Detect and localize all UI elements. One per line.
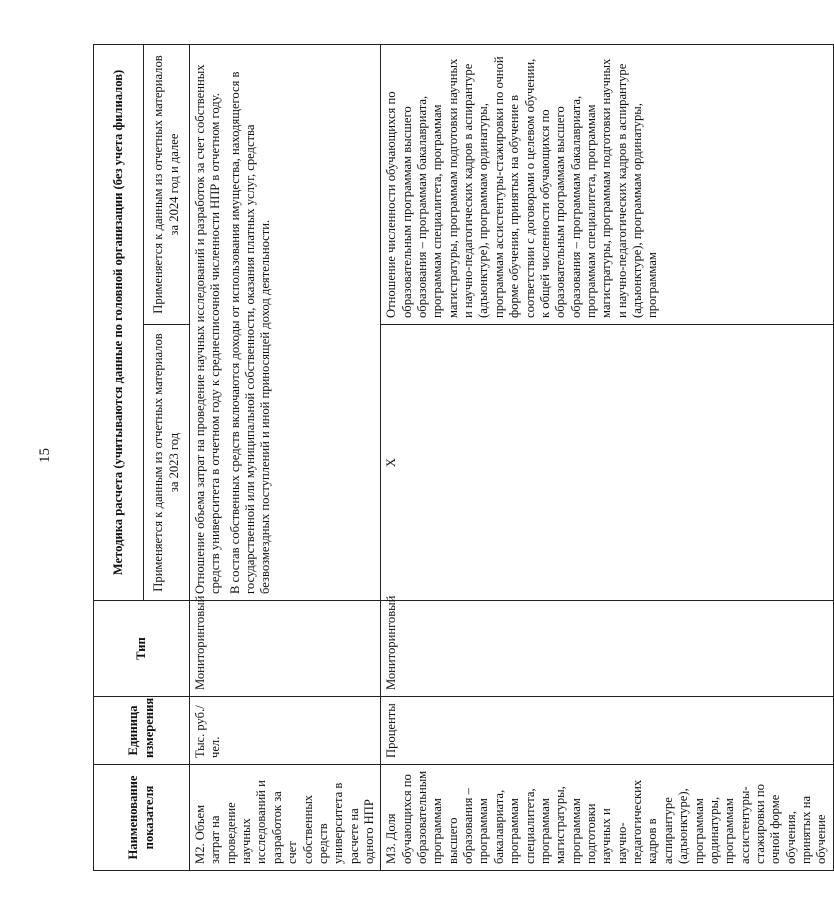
header-name: Наименование показателя <box>94 765 190 871</box>
header-2023: Применяется к данным из отчетных материалов за 2023 год <box>144 325 190 601</box>
header-2024: Применяется к данным из отчетных материалов за 2024 год и далее <box>144 45 190 325</box>
row-m2-unit: Тыс. руб./ чел. <box>190 697 381 765</box>
row-m2-type: Мониторинговый <box>190 601 381 697</box>
row-m2-name: М2. Объем затрат на проведение научных исследований и разработок за счет собственных средств университета в расчете на одного НПР <box>190 765 381 871</box>
table-row <box>381 45 833 871</box>
indicators-table <box>93 44 834 871</box>
header-unit: Единица измерения <box>94 697 190 765</box>
row-m2-method-p1: Отношение объема затрат на проведение научных исследований и разработок за счет собственных средств университета в отчетном году к среднесписочной численности НПР в отчетном году. <box>193 64 223 594</box>
header-type: Тип <box>94 601 190 697</box>
row-m3-type: Мониторинговый <box>381 601 833 697</box>
row-m2-method <box>190 45 381 601</box>
row-m3-2024: Отношение численности обучающихся по образовательным программам высшего образования – программам бакалавриата, программам специалитета, программам магистратуры, программам подготовки научных и научно-педагогических кадров в аспирантуре (адъюнктуре), программам ординатуры, программам ассистентуры-стажировки по очной форме обучения, принятых на обучение в соответствии с договорами о целевом обучении, к общей численности обучающихся по образовательным программам высшего образования – программам бакалавриата, программам специалитета, программам магистратуры, программам подготовки научных и научно-педагогических кадров в аспирантуре (адъюнктуре), программам ординатуры, программам <box>381 45 833 325</box>
rotated-table-wrapper <box>93 45 829 871</box>
row-m3-2023: Х <box>381 325 833 601</box>
row-m3-name: М3. Доля обучающихся по образовательным программам высшего образования – программам бакалавриата, программам специалитета, программам магистратуры, программам подготовки научных и научно-педагогических кадров в аспирантуре (адъюнктуре), программам ординатуры, программам ассистентуры-стажировки по очной форме обучения, принятых на обучение <box>381 765 833 871</box>
table-row <box>190 45 381 871</box>
header-method: Методика расчета (учитываются данные по головной организации (без учета филиалов) <box>94 45 144 601</box>
row-m3-unit: Проценты <box>381 697 833 765</box>
page-number: 15 <box>37 448 53 463</box>
row-m2-method-p2: В состав собственных средств включаются доходы от использования имущества, находящегося в государственной или муниципальной собственности, оказания платных услуг, средства безвозмездных поступлений и иной приносящей доход деятельности. <box>227 71 273 594</box>
